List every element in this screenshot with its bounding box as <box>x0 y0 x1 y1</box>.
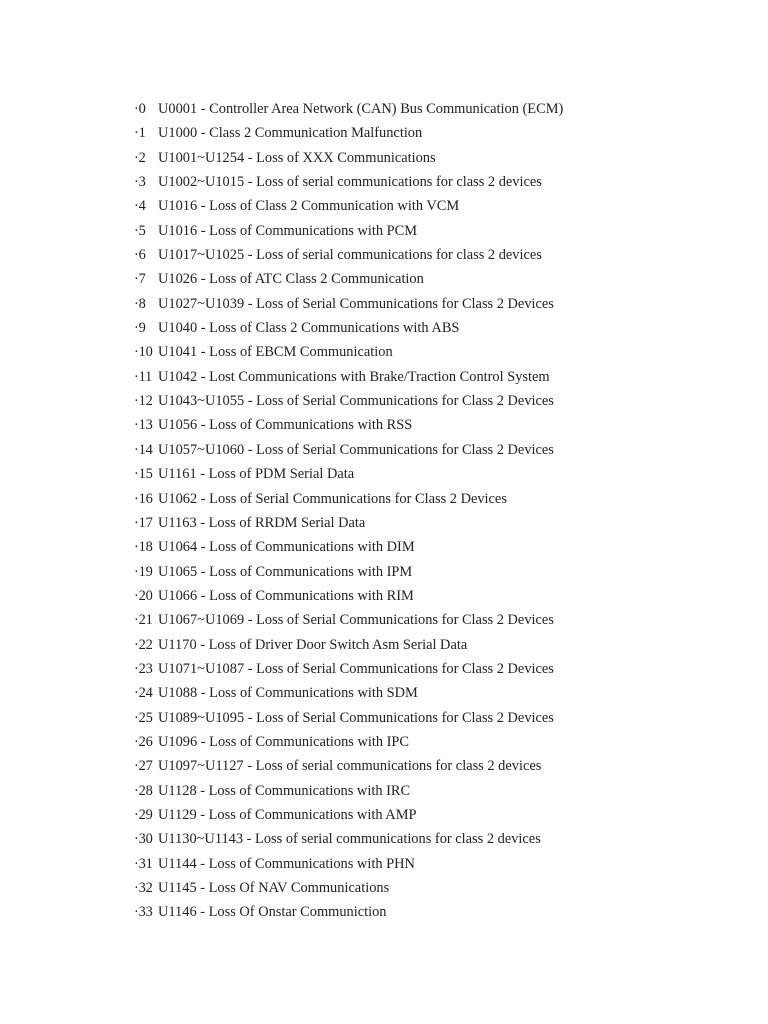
list-item <box>134 219 563 243</box>
list-item-index: ·9 <box>134 320 146 337</box>
list-item <box>134 779 563 803</box>
list-item-index: ·12 <box>134 393 153 410</box>
list-item-index: ·28 <box>134 782 153 799</box>
list-item <box>134 657 563 681</box>
list-item <box>134 462 563 486</box>
list-item-text: U1064 - Loss of Communications with DIM <box>158 539 415 556</box>
list-item-index: ·27 <box>134 758 153 775</box>
list-item-text: U1057~U1060 - Loss of Serial Communications for Class 2 Devices <box>158 441 554 458</box>
list-item-index: ·4 <box>134 198 146 215</box>
list-item <box>134 267 563 291</box>
list-item-index: ·31 <box>134 855 153 872</box>
list-item-index: ·20 <box>134 587 153 604</box>
list-item <box>134 170 563 194</box>
list-item <box>134 608 563 632</box>
list-item-text: U1128 - Loss of Communications with IRC <box>158 782 411 799</box>
list-item-index: ·14 <box>134 441 153 458</box>
list-item <box>134 365 563 389</box>
list-item <box>134 340 563 364</box>
list-item-index: ·8 <box>134 295 146 312</box>
list-item <box>134 584 563 608</box>
list-item <box>134 535 563 559</box>
list-item <box>134 803 563 827</box>
list-item <box>134 194 563 218</box>
list-item-index: ·23 <box>134 660 153 677</box>
list-item <box>134 413 563 437</box>
list-item-index: ·33 <box>134 904 153 921</box>
list-item-index: ·2 <box>134 149 146 166</box>
list-item-index: ·17 <box>134 514 153 531</box>
list-item-text: U1016 - Loss of Communications with PCM <box>158 222 418 239</box>
list-item-text: U1000 - Class 2 Communication Malfunction <box>158 125 423 142</box>
list-item-index: ·24 <box>134 685 153 702</box>
list-item <box>134 754 563 778</box>
list-item-text: U1043~U1055 - Loss of Serial Communications for Class 2 Devices <box>158 393 554 410</box>
list-item <box>134 900 563 924</box>
list-item-text: U1027~U1039 - Loss of Serial Communications for Class 2 Devices <box>158 295 554 312</box>
list-item <box>134 389 563 413</box>
list-item-text: U1001~U1254 - Loss of XXX Communications <box>158 149 436 166</box>
list-item <box>134 511 563 535</box>
list-item-index: ·3 <box>134 174 146 191</box>
list-item-text: U1002~U1015 - Loss of serial communications for class 2 devices <box>158 174 542 191</box>
list-item-index: ·21 <box>134 612 153 629</box>
list-item-text: U1062 - Loss of Serial Communications for Class 2 Devices <box>158 490 507 507</box>
list-item-text: U1130~U1143 - Loss of serial communications for class 2 devices <box>158 831 541 848</box>
list-item-index: ·30 <box>134 831 153 848</box>
list-item <box>134 633 563 657</box>
list-item-text: U1144 - Loss of Communications with PHN <box>158 855 415 872</box>
list-item-index: ·15 <box>134 466 153 483</box>
list-item <box>134 827 563 851</box>
list-item-index: ·10 <box>134 344 153 361</box>
list-item-text: U1067~U1069 - Loss of Serial Communications for Class 2 Devices <box>158 612 554 629</box>
list-item-text: U1066 - Loss of Communications with RIM <box>158 587 414 604</box>
list-item-index: ·26 <box>134 733 153 750</box>
list-item-text: U1071~U1087 - Loss of Serial Communications for Class 2 Devices <box>158 660 554 677</box>
list-item-index: ·22 <box>134 636 153 653</box>
list-item <box>134 706 563 730</box>
list-item-text: U1170 - Loss of Driver Door Switch Asm Serial Data <box>158 636 468 653</box>
list-item-index: ·32 <box>134 880 153 896</box>
list-item-index: ·19 <box>134 563 153 580</box>
list-item-text: U1145 - Loss Of NAV Communications <box>158 880 390 896</box>
list-item-index: ·18 <box>134 539 153 556</box>
list-item-index: ·13 <box>134 417 153 434</box>
list-item-text: U1065 - Loss of Communications with IPM <box>158 563 413 580</box>
list-item-text: U1096 - Loss of Communications with IPC <box>158 733 410 750</box>
list-item-index: ·0 <box>134 101 146 117</box>
list-item-text: U1041 - Loss of EBCM Communication <box>158 344 393 361</box>
list-item <box>134 316 563 340</box>
list-item-text: U0001 - Controller Area Network (CAN) Bus Communication (ECM) <box>158 101 564 117</box>
list-item <box>134 146 563 170</box>
list-item-text: U1016 - Loss of Class 2 Communication with VCM <box>158 198 460 215</box>
list-item-text: U1163 - Loss of RRDM Serial Data <box>158 514 366 531</box>
list-item <box>134 560 563 584</box>
list-item <box>134 487 563 511</box>
list-item <box>134 730 563 754</box>
list-item-text: U1089~U1095 - Loss of Serial Communications for Class 2 Devices <box>158 709 554 726</box>
list-item-text: U1097~U1127 - Loss of serial communications for class 2 devices <box>158 758 542 775</box>
list-item-index: ·29 <box>134 806 153 823</box>
dtc-code-list <box>134 97 563 925</box>
list-item <box>134 852 563 876</box>
list-item <box>134 681 563 705</box>
list-item <box>134 876 563 900</box>
list-item-index: ·5 <box>134 222 146 239</box>
list-item-text: U1129 - Loss of Communications with AMP <box>158 806 417 823</box>
list-item-text: U1088 - Loss of Communications with SDM <box>158 685 418 702</box>
list-item-index: ·1 <box>134 125 146 142</box>
list-item-text: U1056 - Loss of Communications with RSS <box>158 417 413 434</box>
list-item-index: ·7 <box>134 271 146 288</box>
list-item-index: ·6 <box>134 247 146 264</box>
list-item-text: U1146 - Loss Of Onstar Communiction <box>158 904 387 921</box>
list-item <box>134 243 563 267</box>
list-item-text: U1042 - Lost Communications with Brake/Traction Control System <box>158 368 550 385</box>
list-item-index: ·11 <box>134 368 153 385</box>
list-item-text: U1161 - Loss of PDM Serial Data <box>158 466 355 483</box>
list-item-index: ·25 <box>134 709 153 726</box>
list-item <box>134 292 563 316</box>
list-item-index: ·16 <box>134 490 153 507</box>
list-item-text: U1026 - Loss of ATC Class 2 Communication <box>158 271 424 288</box>
list-item <box>134 121 563 145</box>
list-item-text: U1040 - Loss of Class 2 Communications with ABS <box>158 320 460 337</box>
list-item-text: U1017~U1025 - Loss of serial communications for class 2 devices <box>158 247 542 264</box>
list-item <box>134 438 563 462</box>
list-item <box>134 97 563 121</box>
